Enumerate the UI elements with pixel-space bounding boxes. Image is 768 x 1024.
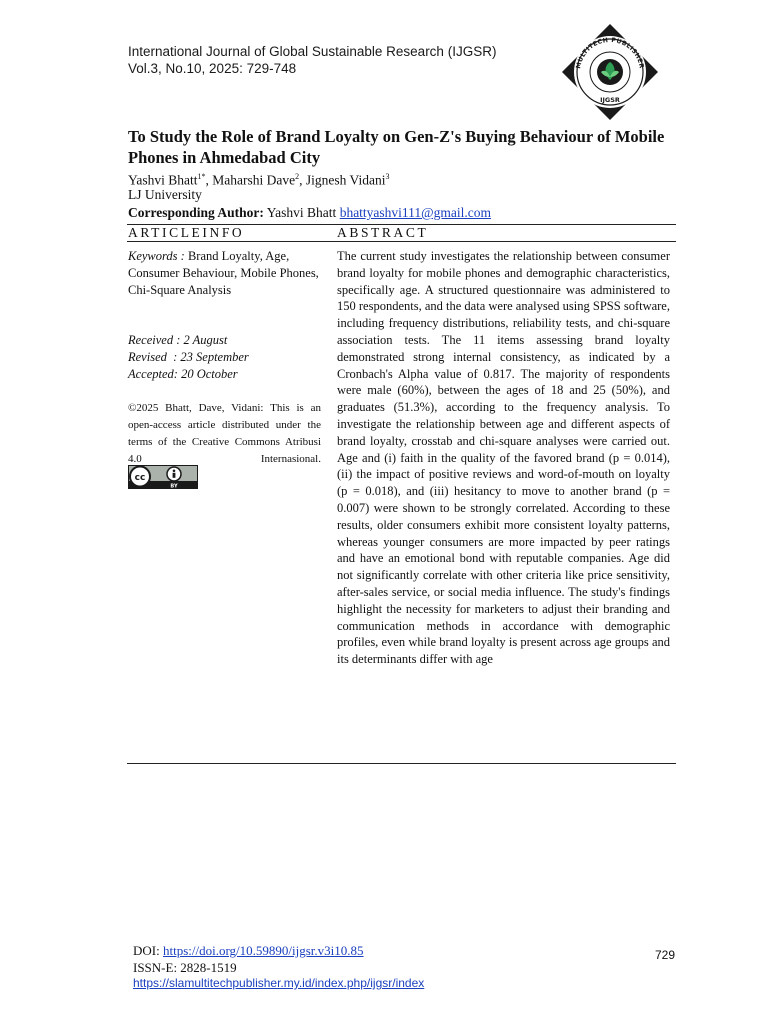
page-number: 729 [655,948,676,962]
corresponding-name: Yashvi Bhatt [266,205,337,220]
author-name: Yashvi Bhatt [128,172,198,188]
author-affiliation-marker: 3 [385,172,390,181]
abstract-heading: ABSTRACT [337,225,429,240]
svg-text:cc: cc [134,473,146,483]
accepted-date: Accepted: 20 October [128,367,238,381]
publisher-logo [560,22,660,122]
creative-commons-by-icon [128,465,198,489]
revised-date: Revised : 23 September [128,350,249,364]
keywords-text: Brand Loyalty, Age, Consumer Behaviour, Mobile Phones, Chi-Square Analysis [128,249,319,297]
logo-bottom-text: IJGSR [600,96,620,104]
abstract-text: The current study investigates the relationship between consumer brand loyalty for mobile phones and demographic characteristics, specifically age. A structured questionnaire was administered to 150 respondents, and the data were analysed using SPSS software, including frequency distributions, reliability tests, and chi-square association tests. The 11 items assessing brand loyalty demonstrated strong internal consistency, as indicated by a Cronbach's Alpha value of 0.817. The majority of respondents were male (60%), between the ages of 18 and 25 (50%), and graduates (51.3%), according to the frequency analysis. To investigate the relationship between age and different aspects of brand loyalty, crosstab and chi-square analyses were carried out. Age and (i) faith in the quality of the favored brand (p = 0.014), (ii) the impact of positive reviews and word-of-mouth on loyalty (p = 0.018), and (iii) hesitancy to move to another brand (p = 0.007) were shown to be strongly correlated. According to these results, older consumers exhibit more consistent loyalty patterns, whereas younger consumers are more impacted by peer ratings and have an emotional bond with reputable companies. Age did not significantly correlate with other criteria like price sensitivity, after-sales service, or social media influence. The study's findings highlight the necessity for marketers to adjust their branding and communication methods in accordance with demographic profiles, even while brand loyalty is present across age groups and its determinants differ with age [337,249,670,667]
logo-top-text: MULTITECH PUBLISHER [575,36,645,70]
keywords [128,248,321,299]
author-affiliation-marker: 2 [295,172,300,181]
article-dates [128,332,321,383]
doi-line [133,942,364,959]
author-affiliation-marker: 1* [197,172,206,181]
author-name: Maharshi Dave [212,172,296,188]
author-list: Yashvi Bhatt$^{1*}$, Maharshi Dave$^2$, Jignesh Vidani$^3$ [128,172,390,188]
corresponding-label: Corresponding Author: [128,205,264,220]
journal-url-link[interactable]: https://slamultitechpublisher.my.id/index.php/ijgsr/index [133,976,425,990]
license-text: ©2025 Bhatt, Dave, Vidani: This is an open-access article distributed under the terms of the Creative Commons Atribusi 4.0 Internasional. [128,402,321,465]
author-name: Jignesh Vidani [305,172,386,188]
journal-volume: Vol.3, No.10, 2025: 729-748 [128,61,297,76]
issn: ISSN-E: 2828-1519 [133,960,237,975]
corresponding-author [128,204,491,222]
divider [127,763,676,764]
divider [127,241,676,242]
doi-label: DOI: [133,943,160,958]
cc-badge-label: BY [170,483,178,489]
corresponding-email-link[interactable]: bhattyashvi111@gmail.com [339,205,491,220]
keywords-label: Keywords : [128,249,185,263]
journal-name: International Journal of Global Sustainable Research (IJGSR) [128,44,497,59]
received-date: Received : 2 August [128,333,228,347]
article-title: To Study the Role of Brand Loyalty on Gen-Z's Buying Behaviour of Mobile Phones in Ahmedabad City [128,127,665,167]
affiliation: LJ University [128,187,202,202]
article-info-heading: ARTICLEINFO [128,225,245,240]
journal-header [128,43,496,77]
doi-link[interactable]: https://doi.org/10.59890/ijgsr.v3i10.85 [162,943,364,958]
